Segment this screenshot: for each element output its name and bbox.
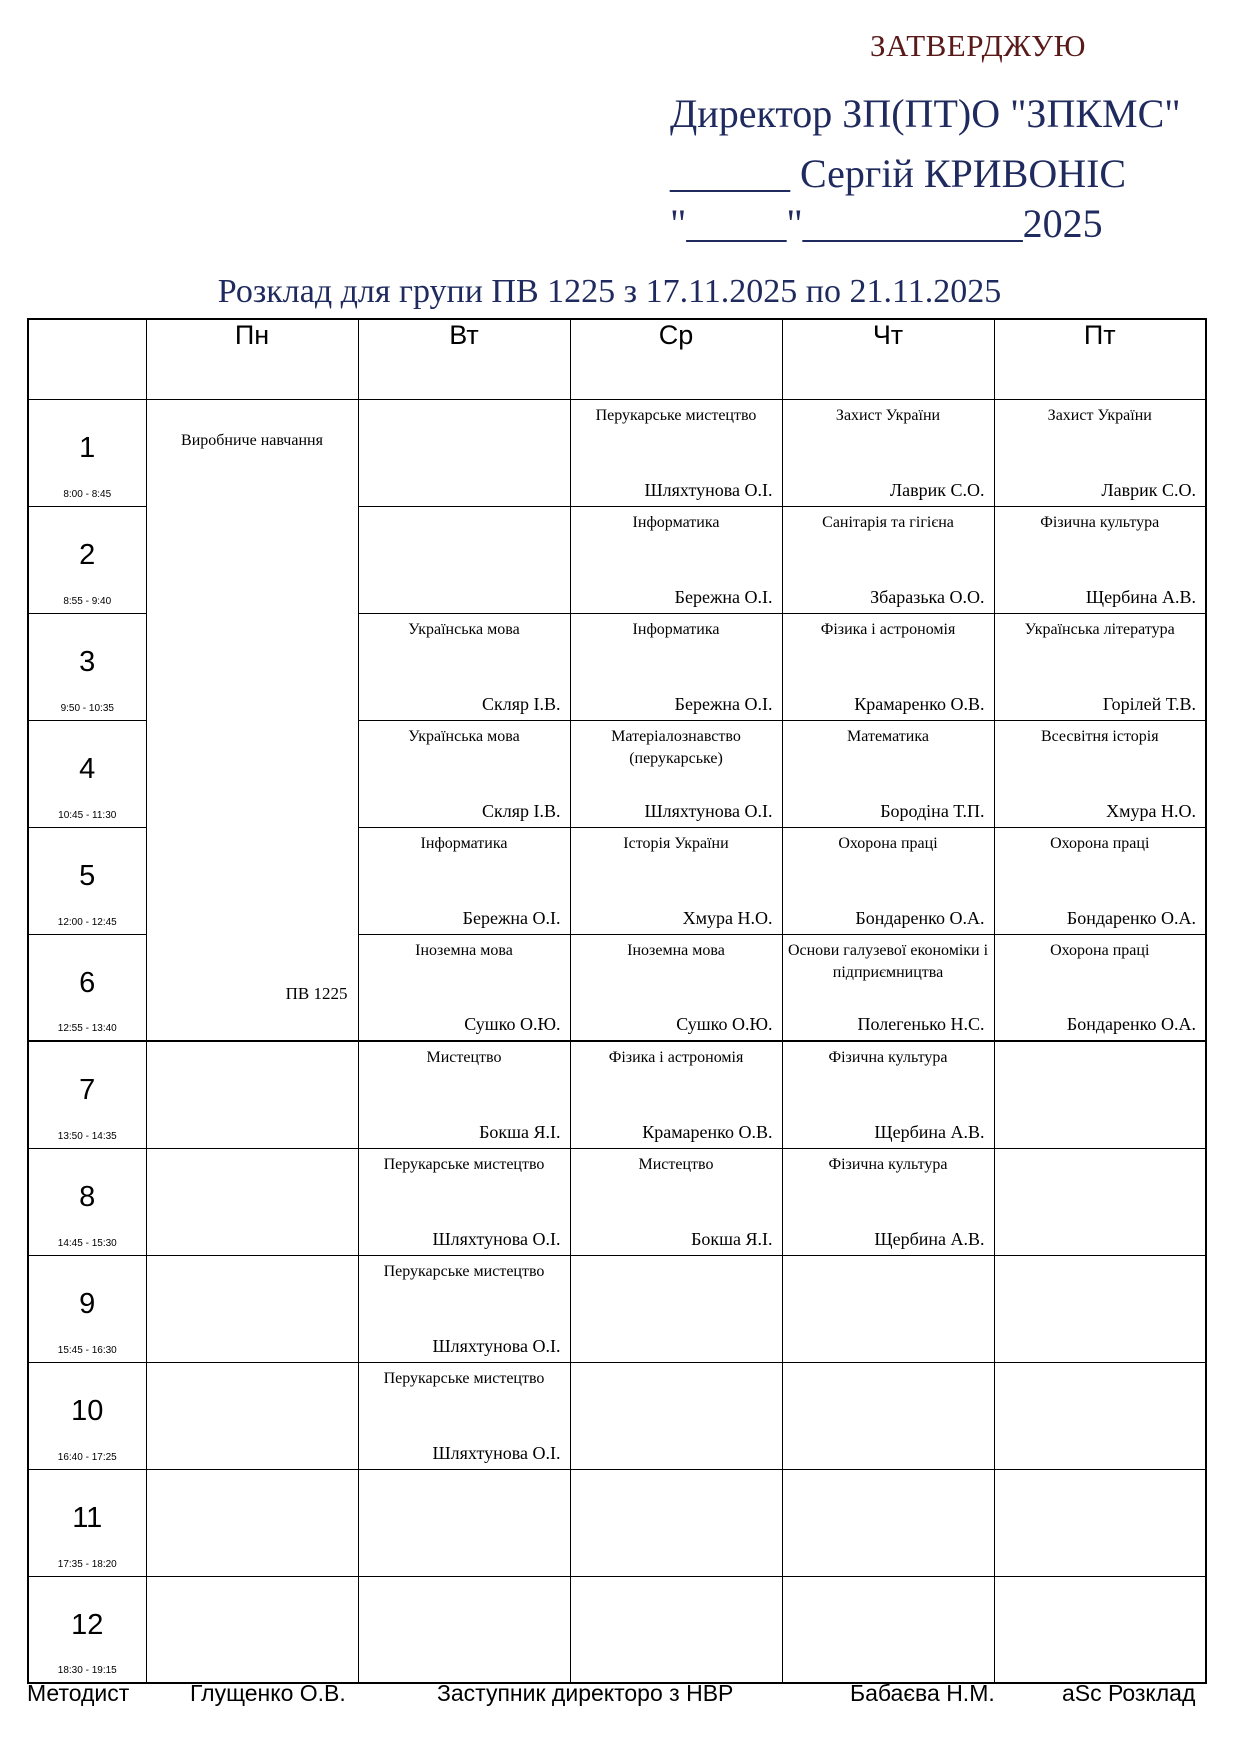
approval-date-line: "_____"___________2025 <box>670 201 1103 246</box>
period-cell <box>28 1148 146 1255</box>
day-header-row <box>28 319 1206 399</box>
lesson-teacher: Шляхтунова О.І. <box>432 1442 561 1463</box>
lesson-cell[interactable] <box>358 720 570 827</box>
lesson-cell[interactable] <box>782 1041 994 1148</box>
period-time: 12:00 - 12:45 <box>57 916 117 928</box>
table-row <box>28 1469 1206 1576</box>
lesson-cell-mon-block[interactable] <box>146 399 358 1041</box>
lesson-subject: Виробниче навчання <box>181 431 323 449</box>
lesson-cell[interactable] <box>782 720 994 827</box>
period-cell <box>28 1041 146 1148</box>
schedule-title <box>0 273 1241 311</box>
lesson-teacher: Сушко О.Ю. <box>464 1014 561 1034</box>
lesson-cell[interactable] <box>782 1576 994 1683</box>
lesson-cell[interactable] <box>570 1362 782 1469</box>
period-time: 14:45 - 15:30 <box>57 1237 117 1249</box>
period-number: 7 <box>79 1074 96 1106</box>
day-header-tue: Вт <box>358 319 570 399</box>
lesson-cell[interactable] <box>994 1469 1206 1576</box>
day-header-fri: Пт <box>994 319 1206 399</box>
lesson-teacher: Крамаренко О.В. <box>854 693 985 714</box>
lesson-cell[interactable] <box>570 720 782 827</box>
period-time: 16:40 - 17:25 <box>57 1451 117 1463</box>
schedule-table <box>27 318 1207 1684</box>
lesson-teacher: Шляхтунова О.І. <box>644 800 773 821</box>
lesson-cell[interactable] <box>994 1041 1206 1148</box>
lesson-cell[interactable] <box>782 1469 994 1576</box>
period-number: 3 <box>79 645 96 678</box>
lesson-cell[interactable] <box>146 1362 358 1469</box>
lesson-cell[interactable] <box>994 827 1206 934</box>
lesson-subject: Фізика і астрономія <box>820 620 956 638</box>
period-cell <box>28 1255 146 1362</box>
lesson-cell[interactable] <box>570 1469 782 1576</box>
lesson-cell[interactable] <box>358 1576 570 1683</box>
lesson-subject: Всесвітня історія <box>1040 727 1159 745</box>
period-cell <box>28 827 146 934</box>
lesson-subject: Перукарське мистецтво <box>383 1155 545 1173</box>
lesson-cell[interactable] <box>146 1576 358 1683</box>
lesson-teacher: Бережна О.І. <box>462 907 561 928</box>
lesson-subject: Мистецтво <box>426 1049 502 1066</box>
period-number: 6 <box>79 966 96 999</box>
period-number: 4 <box>79 752 96 785</box>
lesson-cell[interactable] <box>994 1255 1206 1362</box>
lesson-teacher: Горілей Т.В. <box>1102 693 1196 714</box>
lesson-subject: Інформатика <box>420 834 508 852</box>
lesson-teacher: Бокша Я.І. <box>479 1121 561 1142</box>
lesson-cell[interactable] <box>782 1362 994 1469</box>
period-cell <box>28 1576 146 1683</box>
lesson-subject: Інформатика <box>632 513 720 531</box>
lesson-teacher: Полегенько Н.С. <box>857 1014 985 1034</box>
period-cell <box>28 613 146 720</box>
lesson-cell[interactable] <box>570 506 782 613</box>
lesson-subject: Санітарія та гігієна <box>822 513 954 531</box>
lesson-cell[interactable] <box>994 506 1206 613</box>
period-time: 13:50 - 14:35 <box>57 1130 117 1142</box>
day-header-mon: Пн <box>146 319 358 399</box>
lesson-cell[interactable] <box>994 720 1206 827</box>
period-cell <box>28 934 146 1041</box>
lesson-cell[interactable] <box>146 1469 358 1576</box>
director-title: Директор ЗП(ПТ)О "ЗПКМС" <box>670 91 1181 136</box>
lesson-subject: Українська мова <box>408 727 520 745</box>
period-number: 2 <box>79 538 96 571</box>
period-time: 15:45 - 16:30 <box>57 1344 117 1356</box>
table-row <box>28 1148 1206 1255</box>
lesson-teacher: Щербина А.В. <box>874 1228 985 1249</box>
lesson-subject: Фізична культура <box>828 1049 948 1066</box>
lesson-cell[interactable] <box>570 1148 782 1255</box>
period-time: 12:55 - 13:40 <box>57 1023 117 1034</box>
lesson-subject: Мистецтво <box>638 1155 714 1173</box>
corner-cell <box>28 319 146 399</box>
lesson-subject: Українська література <box>1024 620 1175 638</box>
lesson-subject: Перукарське мистецтво <box>383 1369 545 1387</box>
lesson-subject: Охорона праці <box>1050 834 1150 852</box>
lesson-cell[interactable] <box>994 934 1206 1041</box>
lesson-group: ПВ 1225 <box>285 984 348 1003</box>
lesson-cell[interactable] <box>358 613 570 720</box>
lesson-cell[interactable] <box>358 1469 570 1576</box>
lesson-cell[interactable] <box>358 1148 570 1255</box>
period-cell <box>28 720 146 827</box>
lesson-cell[interactable] <box>782 827 994 934</box>
lesson-cell[interactable] <box>782 399 994 506</box>
lesson-cell[interactable] <box>358 506 570 613</box>
lesson-cell[interactable] <box>358 399 570 506</box>
lesson-teacher: Сушко О.Ю. <box>676 1014 773 1034</box>
lesson-subject: Перукарське мистецтво <box>595 406 757 424</box>
day-header-thu: Чт <box>782 319 994 399</box>
table-row <box>28 1576 1206 1683</box>
lesson-cell[interactable] <box>994 1362 1206 1469</box>
lesson-cell[interactable] <box>570 827 782 934</box>
lesson-subject: Захист України <box>1047 406 1152 424</box>
lesson-teacher: Крамаренко О.В. <box>642 1121 773 1142</box>
lesson-teacher: Щербина А.В. <box>1085 586 1196 607</box>
period-cell <box>28 399 146 506</box>
lesson-subject: Іноземна мова <box>415 941 513 959</box>
lesson-cell[interactable] <box>570 1576 782 1683</box>
lesson-cell[interactable] <box>994 399 1206 506</box>
lesson-teacher: Хмура Н.О. <box>1106 800 1196 821</box>
period-number: 11 <box>72 1501 103 1534</box>
lesson-subject: Фізична культура <box>1040 513 1160 531</box>
period-cell <box>28 506 146 613</box>
lesson-cell[interactable] <box>358 1041 570 1148</box>
lesson-teacher: Лаврик С.О. <box>1101 479 1196 500</box>
lesson-subject: Українська мова <box>408 620 520 638</box>
lesson-cell[interactable] <box>994 1148 1206 1255</box>
lesson-subject: Іноземна мова <box>627 941 725 959</box>
lesson-subject: Фізика і астрономія <box>608 1049 744 1066</box>
lesson-teacher: Бережна О.І. <box>674 586 773 607</box>
lesson-teacher: Хмура Н.О. <box>682 907 773 928</box>
lesson-teacher: Шляхтунова О.І. <box>644 479 773 500</box>
lesson-teacher: Бережна О.І. <box>674 693 773 714</box>
period-time: 18:30 - 19:15 <box>57 1665 117 1676</box>
lesson-cell[interactable] <box>782 1148 994 1255</box>
lesson-teacher: Бондаренко О.А. <box>855 907 985 928</box>
lesson-cell[interactable] <box>146 1255 358 1362</box>
lesson-teacher: Шляхтунова О.І. <box>432 1228 561 1249</box>
lesson-teacher: Щербина А.В. <box>874 1121 985 1142</box>
lesson-cell[interactable] <box>358 1362 570 1469</box>
lesson-cell[interactable] <box>146 1041 358 1148</box>
lesson-subject: Перукарське мистецтво <box>383 1262 545 1280</box>
period-cell <box>28 1362 146 1469</box>
period-time: 10:45 - 11:30 <box>58 809 117 821</box>
director-signature: ______ Сергій КРИВОНІС <box>670 151 1127 196</box>
period-number: 5 <box>79 859 96 892</box>
table-row <box>28 1041 1206 1148</box>
period-number: 10 <box>71 1394 104 1427</box>
lesson-cell[interactable] <box>782 934 994 1041</box>
period-number: 8 <box>79 1180 96 1213</box>
lesson-subject: Основи галузевої економіки і підприємництва <box>787 941 989 981</box>
lesson-cell[interactable] <box>358 1255 570 1362</box>
period-time: 17:35 - 18:20 <box>57 1558 117 1570</box>
lesson-teacher: Лаврик С.О. <box>889 479 985 500</box>
lesson-subject: Фізична культура <box>828 1155 948 1173</box>
period-number: 9 <box>79 1287 96 1320</box>
footer-deputy-name: Бабаєва Н.М. <box>850 1680 995 1706</box>
footer-methodist-name: Глущенко О.В. <box>190 1680 346 1706</box>
lesson-cell[interactable] <box>570 1041 782 1148</box>
period-number: 12 <box>71 1608 104 1641</box>
lesson-teacher: Бондаренко О.А. <box>1066 1014 1196 1034</box>
lesson-cell[interactable] <box>782 506 994 613</box>
lesson-cell[interactable] <box>570 399 782 506</box>
period-time: 8:55 - 9:40 <box>63 595 112 607</box>
lesson-cell[interactable] <box>146 1148 358 1255</box>
period-number: 1 <box>79 431 96 464</box>
period-time: 8:00 - 8:45 <box>63 488 112 500</box>
footer-deputy-label: Заступник директоро з НВР <box>437 1680 734 1706</box>
lesson-cell[interactable] <box>570 613 782 720</box>
lesson-cell[interactable] <box>994 1576 1206 1683</box>
table-row <box>28 399 1206 506</box>
lesson-cell[interactable] <box>570 1255 782 1362</box>
lesson-subject: Інформатика <box>632 620 720 638</box>
lesson-teacher: Шляхтунова О.І. <box>432 1335 561 1356</box>
lesson-subject: Охорона праці <box>838 834 938 852</box>
lesson-subject: Математика <box>847 727 929 745</box>
lesson-cell[interactable] <box>358 827 570 934</box>
table-row <box>28 1255 1206 1362</box>
lesson-teacher: Бородіна Т.П. <box>880 800 985 821</box>
lesson-cell[interactable] <box>782 1255 994 1362</box>
schedule-title-text: Розклад для групи ПВ 1225 з 17.11.2025 по 21.11.2025 <box>217 273 1002 310</box>
period-time: 9:50 - 10:35 <box>60 702 114 714</box>
lesson-teacher: Скляр І.В. <box>481 800 561 821</box>
footer-software-credit: aSc Розклад <box>1062 1680 1196 1706</box>
lesson-subject: Матеріалознавство (перукарське) <box>611 727 741 767</box>
footer-methodist-label: Методист <box>27 1680 130 1706</box>
lesson-subject: Охорона праці <box>1050 941 1150 959</box>
lesson-subject: Історія України <box>623 834 729 852</box>
lesson-teacher: Бондаренко О.А. <box>1066 907 1196 928</box>
lesson-cell[interactable] <box>994 613 1206 720</box>
lesson-cell[interactable] <box>358 934 570 1041</box>
period-cell <box>28 1469 146 1576</box>
approve-heading: ЗАТВЕРДЖУЮ <box>870 28 1086 63</box>
lesson-teacher: Бокша Я.І. <box>691 1228 773 1249</box>
lesson-cell[interactable] <box>782 613 994 720</box>
table-row <box>28 1362 1206 1469</box>
day-header-wed: Ср <box>570 319 782 399</box>
lesson-cell[interactable] <box>570 934 782 1041</box>
lesson-subject: Захист України <box>835 406 941 424</box>
lesson-teacher: Скляр І.В. <box>481 693 561 714</box>
lesson-teacher: Збаразька О.О. <box>870 586 985 607</box>
